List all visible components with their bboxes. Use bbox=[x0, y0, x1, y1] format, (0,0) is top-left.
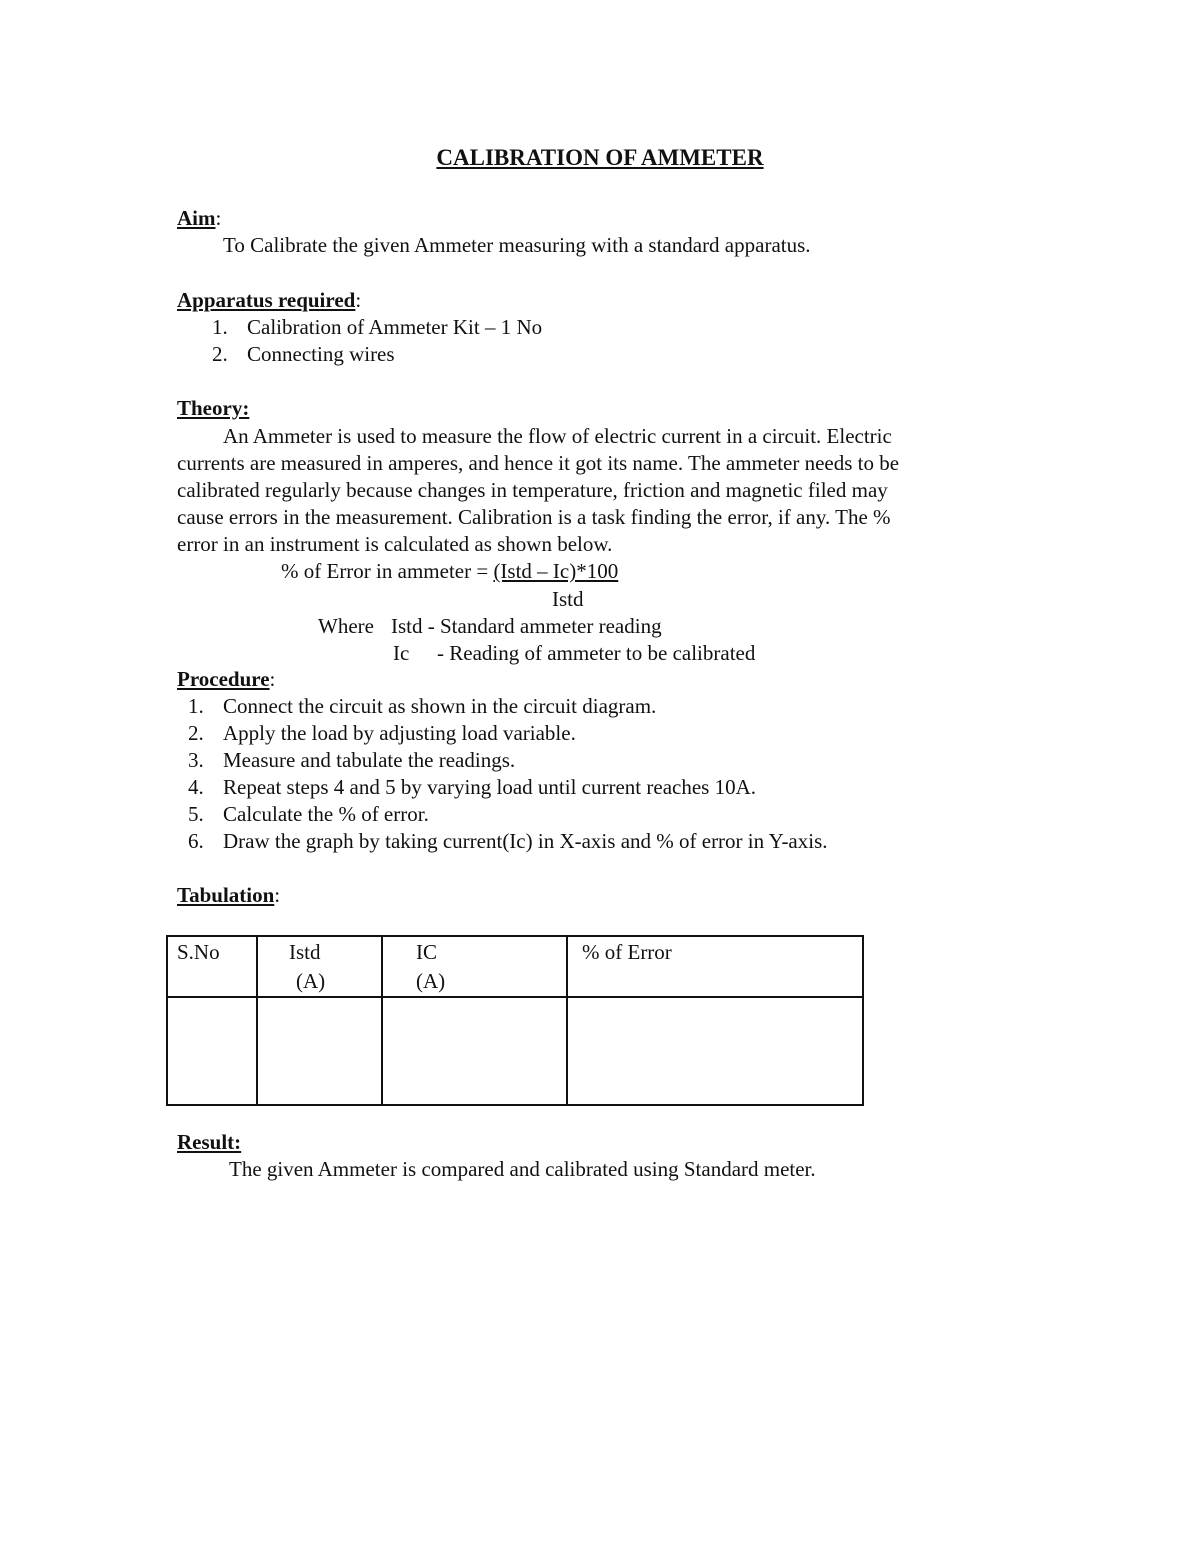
procedure-step-number: 3. bbox=[188, 748, 204, 772]
apparatus-item-text: Calibration of Ammeter Kit – 1 No bbox=[247, 315, 543, 339]
procedure-step bbox=[188, 747, 948, 774]
procedure-step-text: Repeat steps 4 and 5 by varying load until current reaches 10A. bbox=[223, 775, 757, 799]
column-header-sno bbox=[167, 936, 257, 997]
column-header-error bbox=[567, 936, 863, 997]
column-header-istd bbox=[257, 936, 382, 997]
column-header-line: (A) bbox=[416, 969, 446, 993]
where-label: Where bbox=[318, 614, 374, 638]
table-cell bbox=[567, 997, 863, 1105]
apparatus-item bbox=[212, 314, 912, 341]
procedure-step-number: 2. bbox=[188, 721, 204, 745]
tabulation-heading-label: Tabulation bbox=[177, 883, 275, 907]
table-cell bbox=[167, 997, 257, 1105]
theory-heading bbox=[177, 395, 249, 422]
column-header-line: IC bbox=[416, 940, 437, 964]
procedure-step-text: Measure and tabulate the readings. bbox=[223, 748, 516, 772]
apparatus-heading-label: Apparatus required bbox=[177, 288, 356, 312]
tabulation-heading bbox=[177, 882, 280, 909]
column-header-line: S.No bbox=[177, 940, 220, 964]
apparatus-item bbox=[212, 341, 912, 368]
column-header-ic bbox=[382, 936, 567, 997]
theory-line: An Ammeter is used to measure the flow of electric current in a circuit. Electric bbox=[223, 424, 892, 448]
procedure-step bbox=[188, 828, 948, 855]
table-cell bbox=[382, 997, 567, 1105]
aim-text: To Calibrate the given Ammeter measuring with a standard apparatus. bbox=[223, 233, 811, 257]
procedure-step-text: Calculate the % of error. bbox=[223, 802, 429, 826]
apparatus-heading-colon: : bbox=[355, 288, 362, 312]
aim-heading-colon: : bbox=[215, 206, 222, 230]
error-formula bbox=[281, 558, 618, 585]
result-heading bbox=[177, 1129, 241, 1156]
procedure-step-number: 4. bbox=[188, 775, 204, 799]
apparatus-list bbox=[212, 314, 912, 368]
procedure-step-number: 5. bbox=[188, 802, 204, 826]
document-title: CALIBRATION OF AMMETER bbox=[436, 145, 764, 170]
formula-denominator: Istd bbox=[552, 587, 584, 611]
procedure-step-number: 1. bbox=[188, 694, 204, 718]
apparatus-heading bbox=[177, 287, 361, 314]
table-header-row bbox=[167, 936, 863, 997]
procedure-step-text: Connect the circuit as shown in the circuit diagram. bbox=[223, 694, 657, 718]
result-text: The given Ammeter is compared and calibrated using Standard meter. bbox=[229, 1157, 816, 1181]
procedure-heading-colon: : bbox=[269, 667, 276, 691]
procedure-step-text: Draw the graph by taking current(Ic) in X-axis and % of error in Y-axis. bbox=[223, 829, 828, 853]
aim-heading-label: Aim bbox=[177, 206, 216, 230]
procedure-step-number: 6. bbox=[188, 829, 204, 853]
where-ic-symbol: Ic bbox=[393, 641, 410, 665]
procedure-heading bbox=[177, 666, 275, 693]
apparatus-item-number: 2. bbox=[212, 342, 228, 366]
where-ic-text: - Reading of ammeter to be calibrated bbox=[437, 641, 756, 665]
formula-lhs: % of Error in ammeter = bbox=[281, 559, 494, 583]
theory-line: error in an instrument is calculated as shown below. bbox=[177, 532, 613, 556]
column-header-line: % of Error bbox=[582, 940, 672, 964]
procedure-step bbox=[188, 693, 948, 720]
aim-heading bbox=[177, 205, 221, 232]
procedure-step bbox=[188, 801, 948, 828]
column-header-line: (A) bbox=[296, 969, 326, 993]
theory-line: cause errors in the measurement. Calibration is a task finding the error, if any. The % bbox=[177, 505, 891, 529]
theory-line: calibrated regularly because changes in temperature, friction and magnetic filed may bbox=[177, 478, 888, 502]
procedure-step bbox=[188, 720, 948, 747]
procedure-step-text: Apply the load by adjusting load variable. bbox=[223, 721, 576, 745]
where-istd: Istd - Standard ammeter reading bbox=[391, 614, 662, 638]
procedure-step bbox=[188, 774, 948, 801]
procedure-heading-label: Procedure bbox=[177, 667, 270, 691]
procedure-list bbox=[188, 693, 948, 855]
column-header-line: Istd bbox=[289, 940, 321, 964]
tabulation-heading-colon: : bbox=[274, 883, 281, 907]
table-cell bbox=[257, 997, 382, 1105]
theory-line: currents are measured in amperes, and hence it got its name. The ammeter needs to be bbox=[177, 451, 900, 475]
apparatus-item-number: 1. bbox=[212, 315, 228, 339]
formula-numerator: (Istd – Ic)*100 bbox=[493, 559, 619, 583]
theory-heading-label: Theory: bbox=[177, 396, 250, 420]
table-row bbox=[167, 997, 863, 1105]
result-heading-label: Result: bbox=[177, 1130, 242, 1154]
apparatus-item-text: Connecting wires bbox=[247, 342, 395, 366]
tabulation-table bbox=[166, 935, 864, 1106]
